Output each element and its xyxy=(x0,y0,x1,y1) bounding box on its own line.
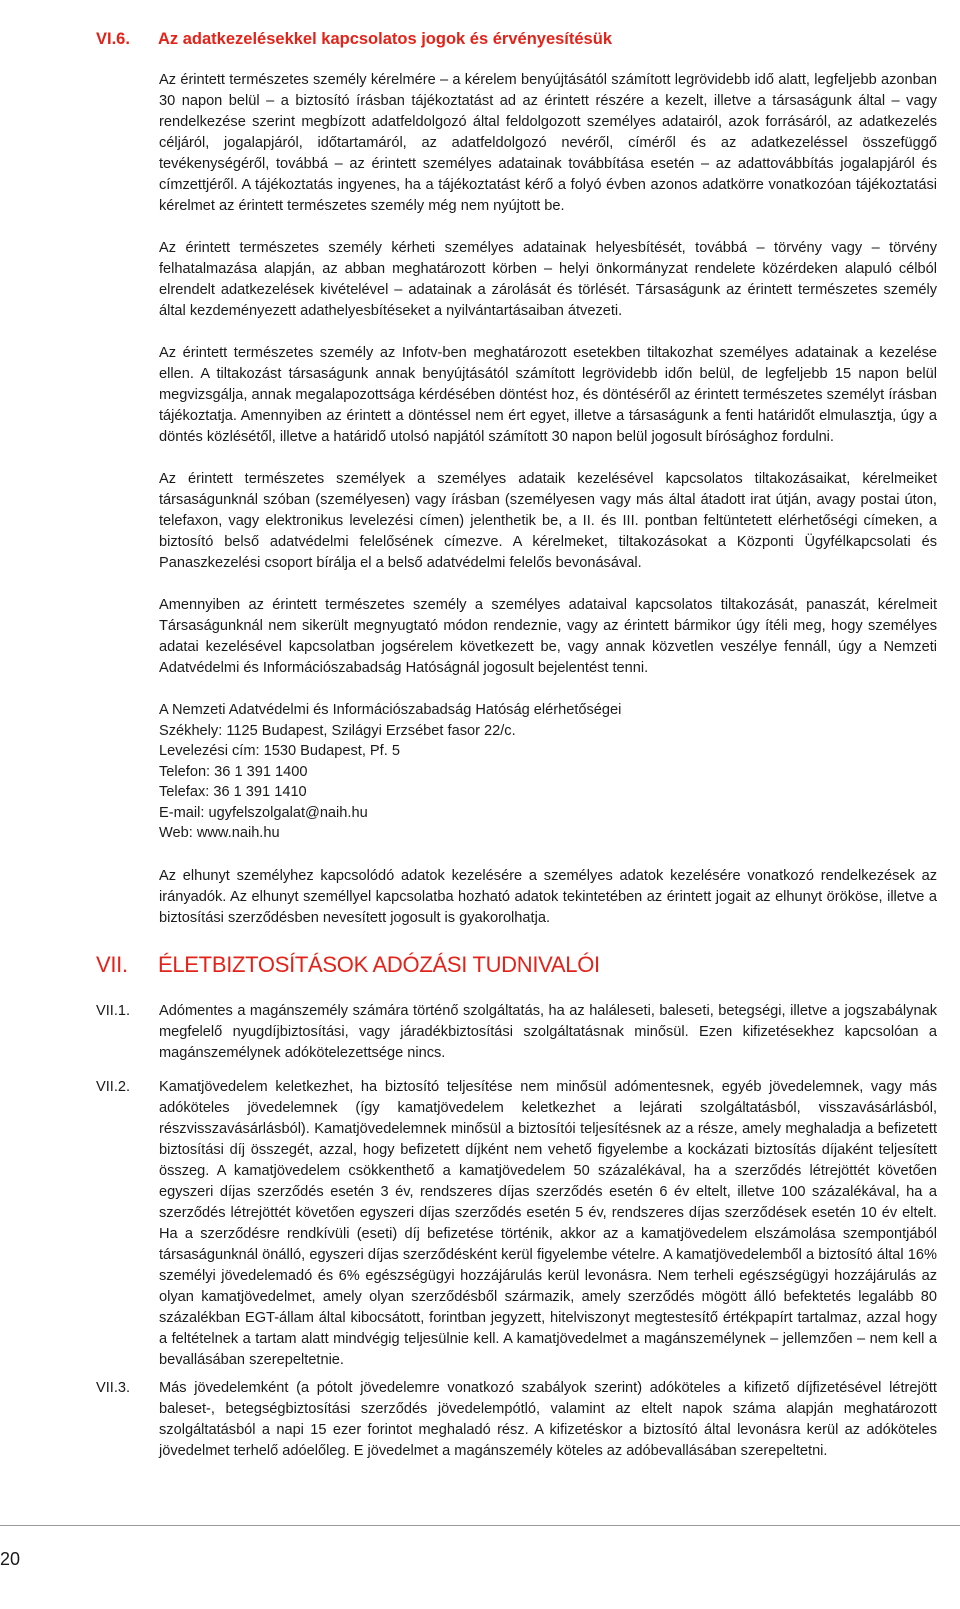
paragraph-deceased-data: Az elhunyt személyhez kapcsolódó adatok kezelésére a személyes adatok kezelésére vonatkozó rendelkezések az irányadók. Az elhunyt személlyel kapcsolatba hozható adatok tekintetében az érintett jogait az elhunyt örököse, illetve a biztosítási szerződésben nevesített jogosult is gyakorolhatja. xyxy=(159,867,937,926)
item-text: Más jövedelemként (a pótolt jövedelemre vonatkozó szabályok szerint) adóköteles a kifizető díjfizetésével létrejött baleset-, betegségbiztosítási szerződés jövedelempótló, valamint az eltelt napok száma alapján meghatározott szolgáltatásból a napi 15 ezer forintot meghaladó rész. A kifizetéskor a biztosító által levonásra kerül az adóköteles jövedelmet terhelő adóelőleg. E jövedelmet a magánszemély köteles az adóbevallásában szerepeltetni. xyxy=(159,1380,937,1459)
chapter-title: ÉLETBIZTOSÍTÁSOK ADÓZÁSI TUDNIVALÓI xyxy=(158,952,600,977)
authority-fax: Telefax: 36 1 391 1410 xyxy=(159,784,307,800)
authority-phone: Telefon: 36 1 391 1400 xyxy=(159,763,308,780)
authority-email: E-mail: ugyfelszolgalat@naih.hu xyxy=(159,804,368,821)
authority-contact-block xyxy=(159,700,937,844)
authority-web: Web: www.naih.hu xyxy=(159,825,280,841)
footer-divider xyxy=(0,1525,960,1526)
authority-contact-title: A Nemzeti Adatvédelmi és Információszabadság Hatóság elérhetőségei xyxy=(159,702,622,718)
paragraph-information-right: Az érintett természetes személy kérelmére – a kérelem benyújtásától számított legrövidebb idő alatt, legfeljebb azonban 30 napon belül – a biztosító írásban tájékoztatást ad az érintett részére a kezelt, illetve a társaságunk által – vagy rendelkezése szerint megbízott adatfeldolgozó által feldolgozott személyes adatairól, azok forrásáról, az adatkezelés céljáról, jogalapjáról, időtartamáról, az adatfeldolgozó nevéről, címéről és az adatkezeléssel összefüggő tevékenységéről, továbbá – az érintett személyes adatainak továbbítása esetén – az adattovábbítás jogalapjáról és címzettjéről. A tájékoztatás ingyenes, ha a tájékoztatást kérő a folyó évben azonos adatkörre vonatkozóan tájékoztatási kérelmet az érintett természetes személy még nem nyújtott be. xyxy=(159,72,937,214)
section-body xyxy=(159,70,937,950)
item-text: Adómentes a magánszemély számára történő szolgáltatás, ha az haláleseti, baleseti, betegségi, illetve a jogszabálynak megfelelő nyugdíjbiztosítási, vagy járadékbiztosítási szolgáltatásnak minősül. Ezen kifizetésekhez kapcsolóan a magánszemélynek adókötelezettsége nincs. xyxy=(159,1003,937,1061)
paragraph-complaint-channels: Az érintett természetes személyek a személyes adataik kezelésével kapcsolatos tiltakozásaikat, kérelmeiket társaságunknál szóban (személyesen) vagy írásban (személyesen vagy más által átadott irat útján, avagy postai úton, telefaxon, vagy elektronikus levelezési címen) jelenthetik be, a II. és III. pontban feltüntetett elérhetőségi címeken, a biztosító belső adatvédelmi felelősének címezve. A kérelmeket, tiltakozásokat a Központi Ügyfélkapcsolati és Panaszkezelési csoport bírálja el a belső adatvédelmi felelős bevonásával. xyxy=(159,471,937,571)
authority-address: Székhely: 1125 Budapest, Szilágyi Erzsébet fasor 22/c. xyxy=(159,722,516,739)
item-number: VII.1. xyxy=(96,1003,131,1019)
section-heading xyxy=(96,30,936,49)
item-number: VII.2. xyxy=(96,1079,131,1095)
item-text: Kamatjövedelem keletkezhet, ha biztosító teljesítése nem minősül adómentesnek, egyéb jövedelemnek, vagy más adóköteles jövedelemnek (így kamatjövedelem keletkezhet a lejárati szolgáltatásból, visszavásárlásból, részvisszavásárlásból). Kamatjövedelemnek minősül a biztosítói teljesítésnek az a része, amely meghaladja a befizetett biztosítási díj összegét, azzal, hogy befizetett díjként nem vehető figyelembe a kockázati biztosítás díjaként teljesített összeg. A kamatjövedelem csökkenthető a kamatjövedelem 50 százalékával, ha a szerződés létrejöttét követően egyszeri díjas szerződés esetén 3 év, rendszeres díjas szerződés esetén 6 év eltelt, illetve 100 százalékával, ha a szerződés létrejöttét követően egyszeri díjas szerződés esetén 5 év, rendszeres díjas szerződések esetén 10 év eltelt. Ha a szerződésre rendkívüli (eseti) díj befizetése történik, akkor az a kamatjövedelem elszámolása szempontjából társaságunknál önálló, egyszeri díjas szerződésként kerül figyelembe vételre. A kamatjövedelemből a biztosító által 16% személyi jövedelemadó és 6% egészségügyi hozzájárulás kerül levonásra. Nem terheli egészségügyi hozzájárulás az olyan kamatjövedelmet, amely olyan szerződésből származik, amely szerződés mögött álló befektetés legalább 80 százalékban EGT-állam által kibocsátott, forintban jegyzett, hitelviszonyt megtestesítő értékpapírt tartalmaz, azzal hogy a feltételnek a tartam alatt mindvégig teljesülnie kell. A kamatjövedelmet a magánszemélynek – jellemzően – nem kell a bevallásában szerepeltetnie. xyxy=(159,1079,937,1368)
paragraph-authority-referral: Amennyiben az érintett természetes személy a személyes adataival kapcsolatos tiltakozását, panaszát, kérelmeit Társaságunknál nem sikerült megnyugtató módon rendeznie, vagy az érintett bármikor úgy ítéli meg, hogy személyes adatai kezelésével kapcsolatban jogsérelem következett be, vagy annak közvetlen veszélye fennáll, úgy a Nemzeti Adatvédelmi és Információszabadság Hatóságnál jogosult bejelentést tenni. xyxy=(159,597,937,676)
paragraph-correction-right: Az érintett természetes személy kérheti személyes adatainak helyesbítését, továbbá – törvény vagy – törvény felhatalmazása alapján, az abban meghatározott körben – helyi önkormányzat rendelete közérdeken alapuló célból elrendelt adatkezelések kivételével – adatainak a zárolását és törlését. Társaságunk az érintett természetes személy által kezdeményezett adathelyesbítéseket a nyilvántartásaiban átvezeti. xyxy=(159,240,937,319)
item-number: VII.3. xyxy=(96,1380,131,1396)
chapter-heading xyxy=(96,952,936,978)
section-number: VI.6. xyxy=(96,30,130,48)
page-number: 20 xyxy=(0,1549,21,1569)
paragraph-objection-right: Az érintett természetes személy az Infotv-ben meghatározott esetekben tiltakozhat személyes adatainak a kezelése ellen. A tiltakozást társaságunk annak benyújtásától számított legrövidebb időn belül, de legfeljebb 15 napon belül megvizsgálja, annak megalapozottsága kérdésében döntést hoz, és döntéséről az érintett természetes személyt írásban tájékoztatja. Amennyiben az érintett a döntéssel nem ért egyet, illetve a társaságunk a fenti határidőt elmulasztja, úgy a döntés közlésétől, illetve a határidő utolsó napjától számított 30 napon belül jogosult bírósághoz fordulni. xyxy=(159,345,937,445)
authority-postal-address: Levelezési cím: 1530 Budapest, Pf. 5 xyxy=(159,743,400,759)
section-title: Az adatkezelésekkel kapcsolatos jogok és érvényesítésük xyxy=(158,30,612,48)
chapter-number: VII. xyxy=(96,952,128,977)
